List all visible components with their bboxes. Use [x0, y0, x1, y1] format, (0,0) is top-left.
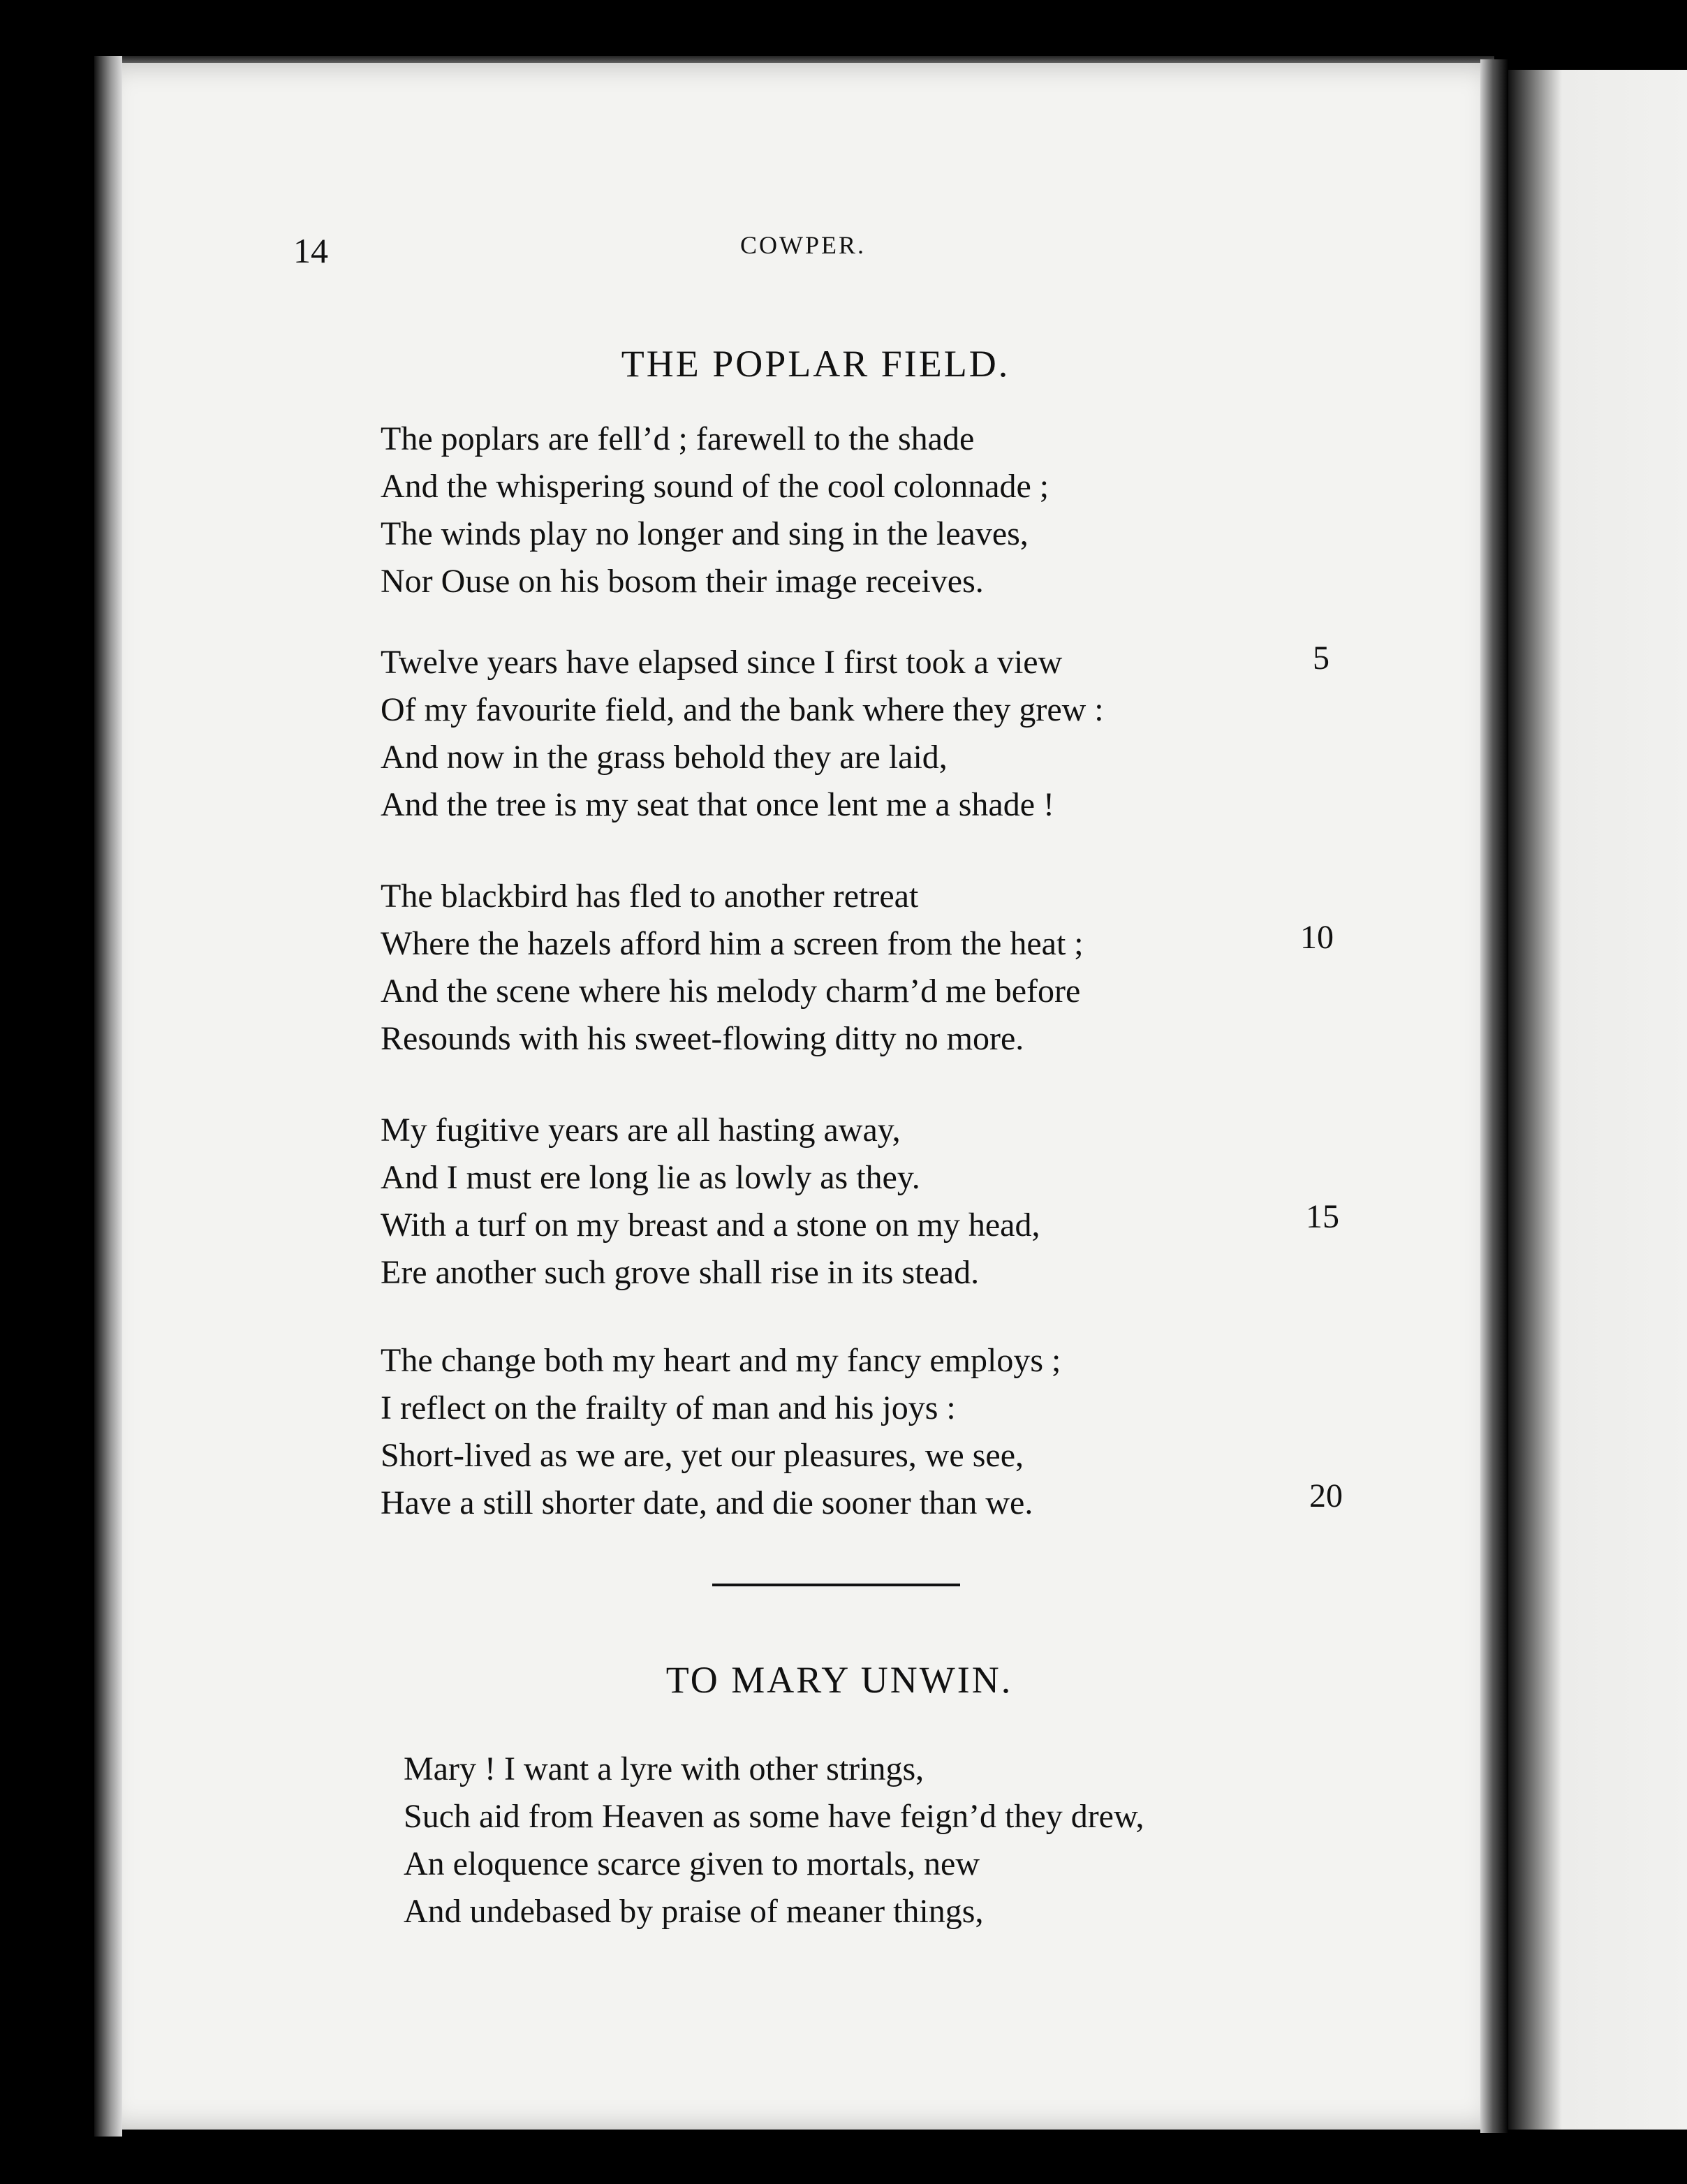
- poem-line: Ere another such grove shall rise in its stead.: [381, 1254, 980, 1291]
- poem-line: Where the hazels afford him a screen from the heat ;: [381, 925, 1084, 962]
- poem-line: Of my favourite field, and the bank where they grew :: [381, 691, 1104, 728]
- poem-line: And the whispering sound of the cool colonnade ;: [381, 468, 1049, 505]
- poem-line: I reflect on the frailty of man and his joys :: [381, 1389, 956, 1426]
- poem-line: The change both my heart and my fancy employs ;: [381, 1342, 1061, 1379]
- poem-line: And undebased by praise of meaner things,: [404, 1893, 984, 1930]
- poem-line: And now in the grass behold they are laid,: [381, 739, 948, 776]
- poem-line: Resounds with his sweet-flowing ditty no more.: [381, 1020, 1024, 1057]
- poem-line: Short-lived as we are, yet our pleasures, we see,: [381, 1437, 1024, 1474]
- line-number-10: 10: [1300, 919, 1334, 956]
- page-number: 14: [293, 231, 328, 270]
- poem-line: Have a still shorter date, and die sooner than we.: [381, 1484, 1033, 1521]
- line-number-5: 5: [1313, 640, 1329, 677]
- poem-line: The blackbird has fled to another retreat: [381, 878, 919, 915]
- poem-line: Twelve years have elapsed since I first took a view: [381, 644, 1063, 681]
- stanza-1: [381, 415, 1049, 605]
- poem-line: Such aid from Heaven as some have feign’d they drew,: [404, 1798, 1144, 1835]
- section-divider: [712, 1584, 960, 1586]
- poem-line: The winds play no longer and sing in the leaves,: [381, 515, 1029, 552]
- line-number-20: 20: [1309, 1477, 1343, 1514]
- stanza-5: [381, 1337, 1061, 1527]
- stanza-4: [381, 1107, 1040, 1297]
- poem-line: The poplars are fell’d ; farewell to the shade: [381, 420, 975, 457]
- poem-title-poplar-field: THE POPLAR FIELD.: [621, 343, 1010, 385]
- poem-line: With a turf on my breast and a stone on my head,: [381, 1207, 1040, 1244]
- poem-line: An eloquence scarce given to mortals, new: [404, 1845, 980, 1882]
- poem-line: Mary ! I want a lyre with other strings,: [404, 1750, 924, 1787]
- stanza-2: [381, 639, 1104, 829]
- stanza-3: [381, 873, 1084, 1063]
- running-head: COWPER.: [740, 231, 867, 259]
- poem-line: And the tree is my seat that once lent me a shade !: [381, 786, 1054, 823]
- poem-line: Nor Ouse on his bosom their image receives.: [381, 563, 984, 600]
- poem-title-mary-unwin: TO MARY UNWIN.: [665, 1659, 1013, 1701]
- stanza-mary-unwin: [404, 1746, 1144, 1935]
- poem-line: My fugitive years are all hasting away,: [381, 1112, 901, 1149]
- poem-line: And the scene where his melody charm’d me before: [381, 973, 1081, 1010]
- line-number-15: 15: [1306, 1198, 1339, 1235]
- poem-line: And I must ere long lie as lowly as they.: [381, 1159, 920, 1196]
